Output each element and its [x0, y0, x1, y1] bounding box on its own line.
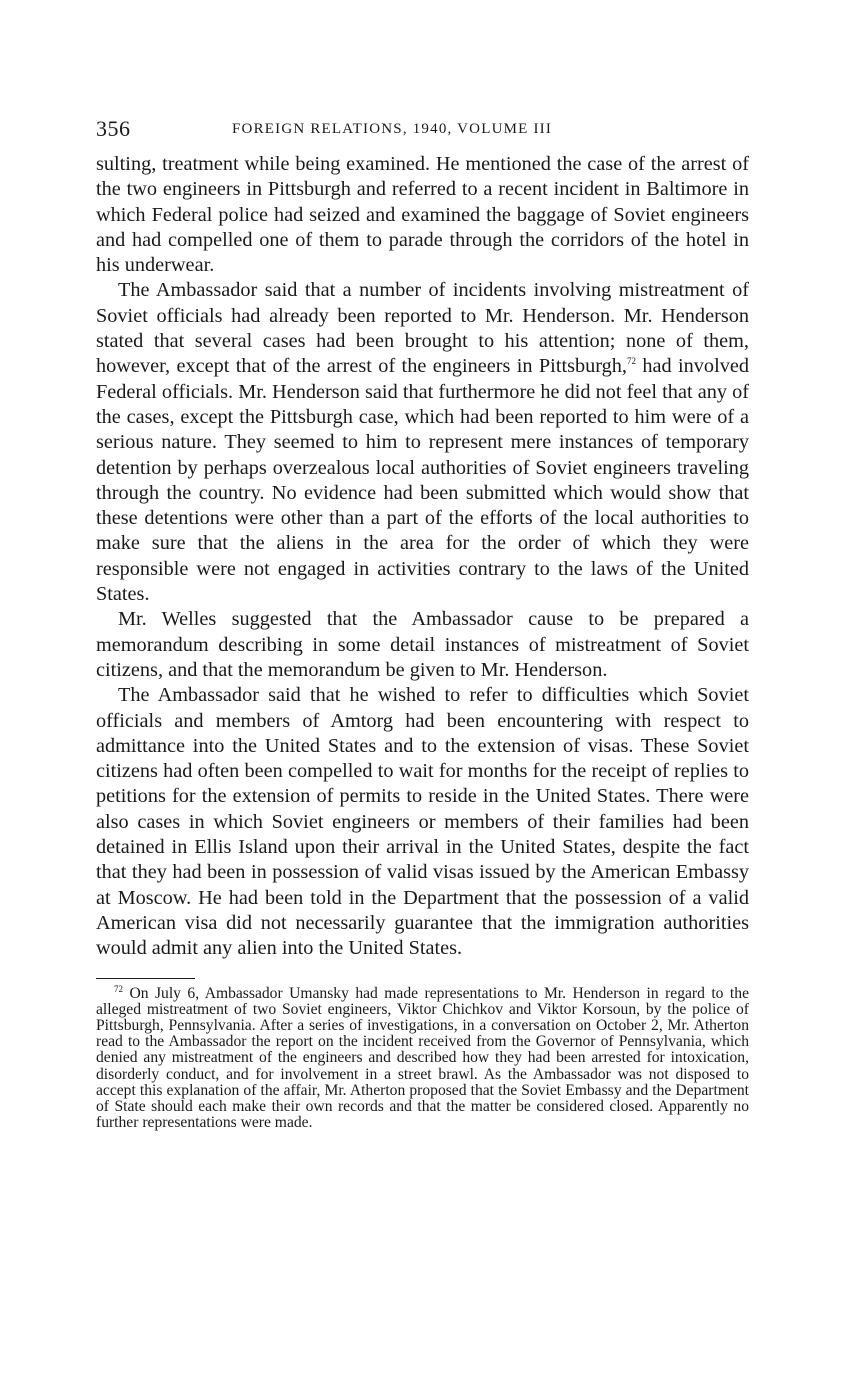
page-header: [96, 112, 749, 152]
paragraph-text: The Ambassador said that a number of incidents involving mistreatment of Soviet officials had already been reported to Mr. Henderson. Mr. Henderson stated that several cases had been brought to his attention; none of them, however, except that of the arrest of the engineers in Pittsburgh,: [96, 279, 749, 378]
body-text: [96, 152, 749, 962]
paragraph-welles-suggestion: Mr. Welles suggested that the Ambassador cause to be prepared a memorandum describing in some detail instances of mistreatment of Soviet citizens, and that the memorandum be given to Mr. Henderson.: [96, 608, 749, 681]
running-head: FOREIGN RELATIONS, 1940, VOLUME III: [232, 121, 553, 137]
footnote-reference: 72: [627, 356, 636, 367]
page-number: 356: [96, 116, 131, 141]
footnote-text: On July 6, Ambassador Umansky had made representations to Mr. Henderson in regard to the alleged mistreatment of two Soviet engineers, Viktor Chichkov and Viktor Korsoun, by the police of Pittsburgh, Pennsylvania. After a series of investigations, in a conversation on October 2, Mr. Atherton read to the Ambassador the report on the incident received from the Governor of Pennsylvania, which denied any mistreatment of the engineers and described how they had been arrested for intoxication, disorderly conduct, and for involvement in a street brawl. As the Ambassador was not disposed to accept this explanation of the affair, Mr. Atherton proposed that the Soviet Embassy and the Department of State should each make their own records and that the matter be considered closed. Apparently no further representations were made.: [96, 984, 749, 1132]
footnote-number: 72: [114, 983, 123, 994]
paragraph-visa-difficulties: The Ambassador said that he wished to refer to difficulties which Soviet officials and members of Amtorg had been encountering with respect to admittance into the United States and to the extension of visas. These Soviet citizens had often been compelled to wait for months for the receipt of replies to petitions for the extension of permits to reside in the United States. There were also cases in which Soviet engineers or members of their families had been detained in Ellis Island upon their arrival in the United States, despite the fact that they had been in possession of valid visas issued by the American Embassy at Moscow. He had been told in the Department that the possession of a valid American visa did not necessarily guarantee that the immigration authorities would admit any alien into the United States.: [96, 684, 749, 960]
footnote-divider: [96, 978, 195, 979]
document-page: [96, 112, 749, 1131]
paragraph-continued: sulting, treatment while being examined. He mentioned the case of the arrest of the two engineers in Pittsburgh and referred to a recent incident in Baltimore in which Federal police had seized and examined the baggage of Soviet engineers and had compelled one of them to parade through the corridors of the hotel in his underwear.: [96, 153, 749, 277]
footnote: [96, 983, 749, 1132]
paragraph-text: had involved Federal officials. Mr. Henderson said that furthermore he did not feel that any of the cases, except the Pittsburgh case, which had been reported to him were of a serious nature. They seemed to him to represent mere instances of temporary detention by perhaps overzealous local authorities of Soviet engineers traveling through the country. No evidence had been submitted which would show that these detentions were other than a part of the efforts of the local authorities to make sure that the aliens in the area for the order of which they were responsible were not engaged in activities contrary to the laws of the United States.: [96, 355, 749, 606]
paragraph-ambassador-incidents: [96, 278, 749, 607]
